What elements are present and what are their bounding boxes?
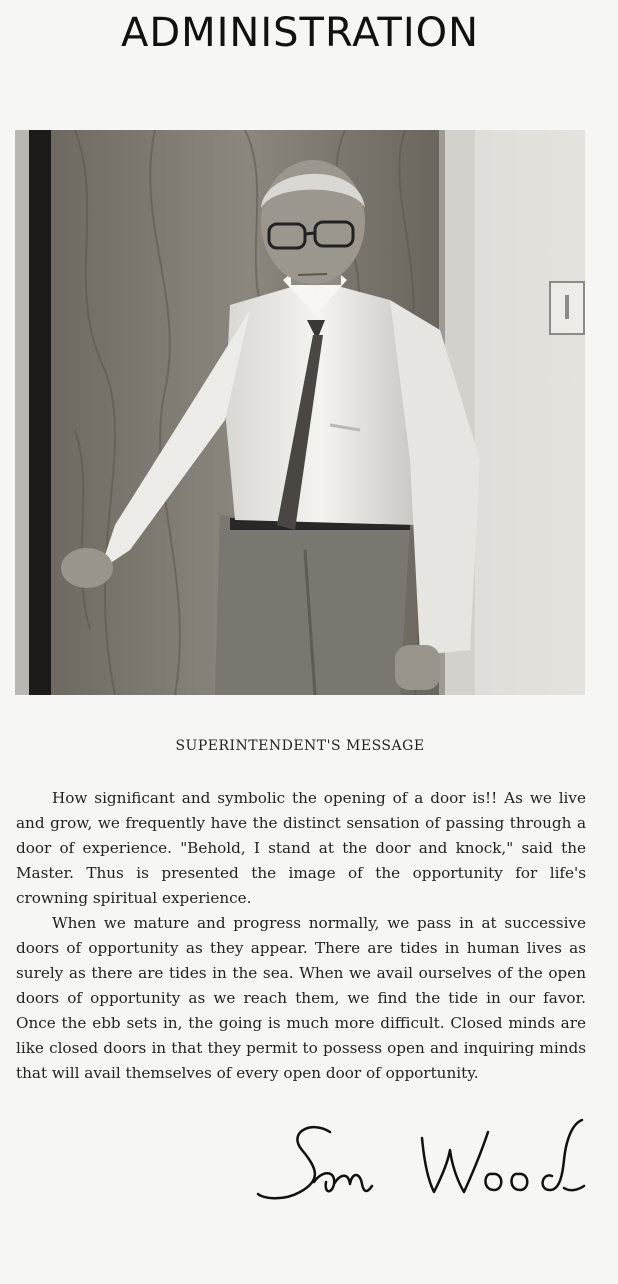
signature xyxy=(252,1110,602,1220)
message-paragraph: When we mature and progress normally, we pass in at successive doors of opportunity as they appear. There are tides in human lives as surely as there are tides in the sea. When we avail ourselves of the open doors of opportunity as we reach them, we find the tide in our favor. Once the ebb sets in, the going is much more difficult. Closed minds are like closed doors in that they permit to possess open and inquiring minds that will avail themselves of every open door of opportunity. xyxy=(16,914,586,1082)
portrait-photo xyxy=(15,130,585,695)
message-heading: SUPERINTENDENT'S MESSAGE xyxy=(175,738,425,754)
message-paragraph: How significant and symbolic the opening of a door is!! As we live and grow, we frequently have the distinct sensation of passing through a door of experience. "Behold, I stand at the door and knock," said the Master. Thus is presented the image of the opportunity for life's crowning spiritual experience. xyxy=(16,789,586,907)
page-title: ADMINISTRATION xyxy=(120,10,480,56)
signature-icon xyxy=(252,1110,602,1220)
portrait-photo-icon xyxy=(15,130,585,695)
message-body xyxy=(16,786,586,1086)
